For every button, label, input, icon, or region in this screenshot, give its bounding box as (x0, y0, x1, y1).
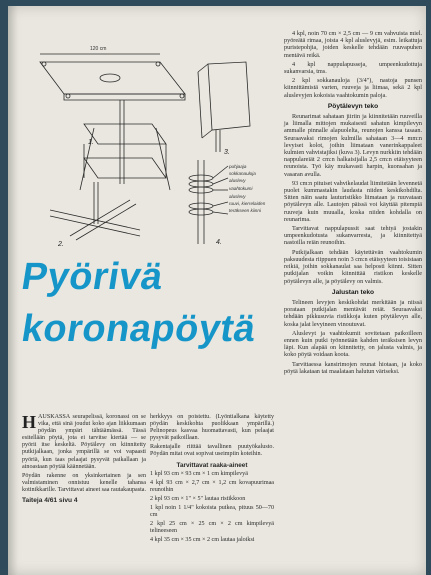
callout-5: aluslevy (229, 194, 246, 199)
paragraph: 93 cm:n pituiset vahvikelaudat liimitetään levennetä puolet kummastakin laudasta niiden keskikohdilta. Sitten näin saatu lauturistikko liimataan ja ruuvataan pöytälevyn alle. Lautojen päissä voi käyttää pitempiä ruuveja kuin muualla, koska niiden kohdalla on reunarima. (284, 179, 422, 223)
right-column (284, 30, 422, 377)
figure-number-4: 4. (216, 239, 222, 246)
table-top (40, 62, 185, 94)
paragraph: Tarvittaessa kansirimojen reunat hiotaan, ja koko pöytä lakataan tai maalataan halutun väriseksi. (284, 360, 422, 375)
paragraph: Tarvittavat nappulapussit saat tehtyä jostakin umpeenkudotusta sukanvarresta, ja kiinnitettyä nastoilla reiän reunoihin. (284, 225, 422, 247)
callout-4: vaahtokumi (229, 186, 253, 191)
material-item: 4 kpl 93 cm × 2,7 cm × 1,2 cm kovapuurimaa reunoihin (150, 479, 274, 493)
material-item: 1 kpl 93 cm × 93 cm × 1 cm kimpilevyä (150, 470, 248, 477)
callout-6: ruuvi, kierrelaiden (229, 201, 266, 206)
section-heading: Tarvittavat raaka-aineet (176, 461, 248, 469)
section-heading: Jalustan teko (331, 288, 375, 296)
callout-2: sokkanauloja (229, 171, 256, 176)
figure-number-2: 2. (58, 241, 64, 246)
paragraph: Rakentajalle riittää tavallinen puutyökalusto. Pöydän mitat ovat sopivat useimpiin koteihin. (150, 444, 274, 458)
intro-paragraph: HAUSKASSA seurapelissä, koronassi on se vika, että sinä joudut koko ajan liikkumaan pöydän ympäri tähtäämässä. Tässä esitellään pöytä, jota ei tarvitse kiertää — se pyörii itse keskeltä. Pöytälevy on kiinnitetty putkijalkaan, jonka ympärillä se voi vapaasti pyöriä, kun taas pelaajat pysyvät paikallaan ja ainoastaan pöytää käännetään. (22, 412, 146, 470)
material-item: 4 kpl 35 cm × 35 cm × 2 cm lautaa jaloiksi (150, 537, 255, 544)
paragraph: Aluslevyt ja vaahtokumit sovitetaan paikoilleen ennen kuin putki työnnetään kahden teräksisen levyn läpi. Kun alapää on kiinnitetty, on jalusta valmis, ja koko pöytä voidaan koota. (284, 329, 422, 359)
middle-column (150, 414, 274, 547)
material-item: 1 kpl noin 1 1/4" kokoista putkea, pituus 50—70 cm (150, 505, 274, 519)
left-column (22, 414, 146, 504)
paragraph: 2 kpl sokkanauloja (3/4"), nastoja punsen kiinnittämistä varten, ruuveja ja liimaa, sekä 2 kpl aluslevyjen kokoisia vaahtokumin paloja. (284, 77, 422, 99)
width-label: 120 cm (90, 46, 107, 52)
paragraph: Telineen levyjen keskikohdat merkitään ja niissä porataan putkijalan mentävät reiät. Seuraavaksi tehdään pikkusuvia ristikkoja kuten pöytälevyn alle, koska jalat levyineen vinoutuvat. (284, 298, 422, 328)
section-heading: Pöytälevyn teko (327, 102, 379, 110)
callout-3: aluslevy (229, 178, 246, 183)
paragraph: Putkijalkaan tehdään käytettävän vaahtokumin paksuudesta riippuen noin 3 cm:n etäisyyteen toisistaan reikiä, joihin sokkanaulat saa helposti kiinni. Sitten putkijalan voikin kiinnittää ristikon keskelle pöytälevyn alle, ja pöytälevy on valmis. (284, 248, 422, 285)
figure-number-3: 3. (224, 149, 230, 156)
figure-number-1: 1. (88, 139, 94, 146)
drop-cap: H (22, 412, 37, 432)
magazine-page (8, 6, 426, 575)
callout-7: teräkseen kiinni (229, 208, 261, 213)
callout-1: puhjaaja (229, 164, 247, 169)
material-item: 2 kpl 25 cm × 25 cm × 2 cm kimpilevyä telineeseen (150, 521, 274, 535)
paragraph: herkkyys on poistettu. (Lyöntialkana käytetty pöydän keskikohta puolikkaan ympärillä.) Pelinopeus kasvaa huomattavasti, kun pelaajat pysyvät paikoillaan. (150, 414, 274, 442)
paragraph: 4 kpl, noin 70 cm × 2,5 cm — 9 cm vahvuista miel. pyöreätä rimaa, joista 4 kpl aluslevyjä, esim. leikattuja puristepohjia, joiden keskelle tehdään ruuvapuhen mentävä reikä. (284, 30, 422, 59)
paragraph: Pöydän rakenne on yksinkertainen ja sen valmistaminen onnistuu kenelle tahansa kotinikkarille. Tarvittavat aineet saa rautakaupasta. (22, 472, 146, 493)
article-title-line-2: koronapöytä (18, 308, 259, 350)
material-item: 2 kpl 93 cm × 1" × 5" lautaa ristikkoon (150, 495, 246, 502)
paragraph: 4 kpl nappulapusseja, umpeenkudottuja sukanvarsia, tms. (284, 60, 422, 76)
article-title-line-1: Pyörivä (18, 256, 167, 298)
construction-diagram (20, 32, 278, 246)
page-footer: Taiteja 4/61 sivu 4 (22, 497, 78, 505)
paragraph: Reunarimat sahataan jiiriin ja kiinnitetään ruuveilla ja liimalla mittojen mukaisesti sahatun kimpilevyn ammalle pinnalle alapuolelta, reunojen kanssa tasaan. Seuraavaksi rimojen kulmilla sahataan 3—4 mm:n levyiset kolot, joihin liimataan vanerinkappaleet kulmien vahvistajiksi (kuva 3). Levyn nurkkiin tehdään nappulareiät 2 cm:n halkaisijalla 2,5 cm:n etäisyyteen reunoista. Työ käy mukavasti harpin, kuonsahan ja vasaran avulla. (284, 113, 422, 178)
